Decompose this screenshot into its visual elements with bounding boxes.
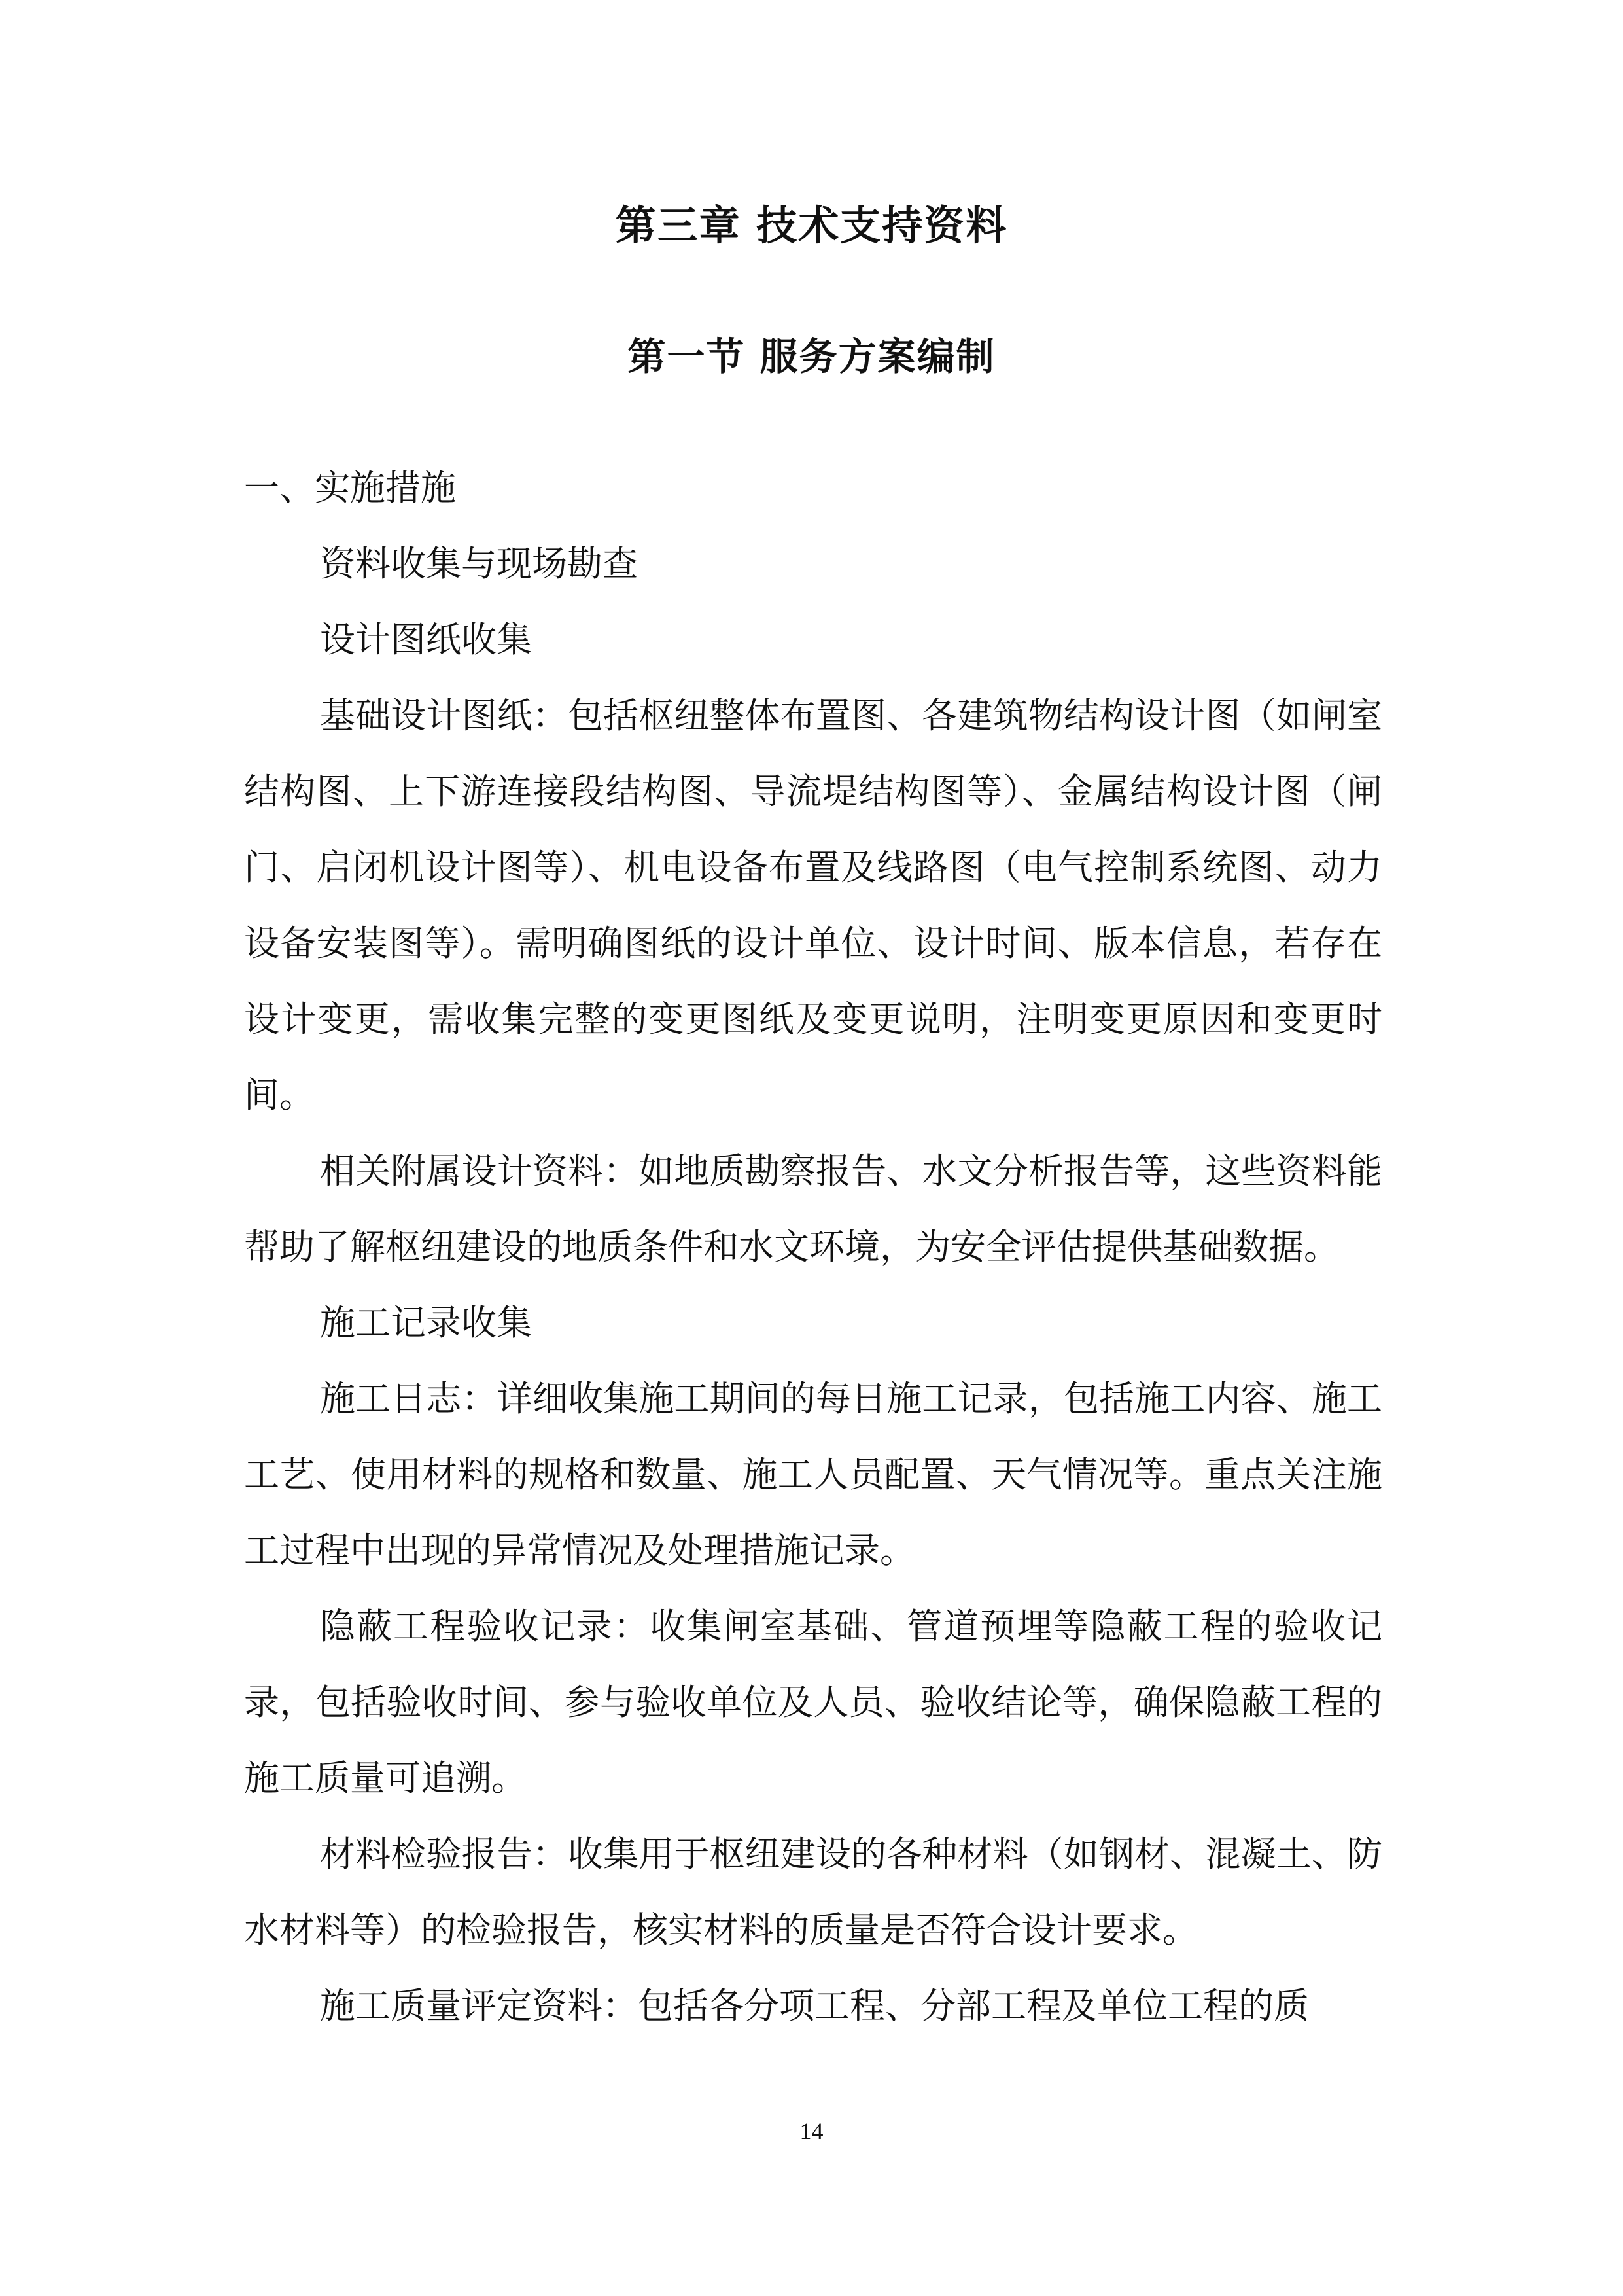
paragraph-design-drawing-collection: 设计图纸收集 <box>320 619 532 660</box>
paragraph-basic-design-drawings: 基础设计图纸：包括枢纽整体布置图、各建筑物结构设计图（如闸室结构图、上下游连接段结构图、导流堤结构图等）、金属结构设计图（闸门、启闭机设计图等）、机电设备布置及线路图（电气控制系统图、动力设备安装图等）。需明确图纸的设计单位、设计时间、版本信息，若存在设计变更，需收集完整的变更图纸及变更说明，注明变更原因和变更时间。 <box>244 695 1382 1116</box>
chapter-title: 第三章 技术支持资料 <box>615 202 1008 249</box>
section-title: 第一节 服务方案编制 <box>627 334 996 379</box>
paragraph-concealed-works-acceptance: 隐蔽工程验收记录：收集闸室基础、管道预埋等隐蔽工程的验收记录，包括验收时间、参与验收单位及人员、验收结论等，确保隐蔽工程的施工质量可追溯。 <box>244 1606 1382 1799</box>
paragraph-construction-record-collection: 施工记录收集 <box>320 1302 532 1343</box>
paragraph-attached-design-data: 相关附属设计资料：如地质勘察报告、水文分析报告等，这些资料能帮助了解枢纽建设的地质条件和水文环境，为安全评估提供基础数据。 <box>244 1150 1382 1267</box>
heading-implementation-measures: 一、实施措施 <box>244 467 456 508</box>
paragraph-material-inspection-report: 材料检验报告：收集用于枢纽建设的各种材料（如钢材、混凝土、防水材料等）的检验报告，核实材料的质量是否符合设计要求。 <box>244 1833 1382 1951</box>
paragraph-construction-log: 施工日志：详细收集施工期间的每日施工记录，包括施工内容、施工工艺、使用材料的规格和数量、施工人员配置、天气情况等。重点关注施工过程中出现的异常情况及处理措施记录。 <box>244 1378 1382 1571</box>
body-text <box>244 450 1382 2044</box>
page-number: 14 <box>799 2118 824 2144</box>
paragraph-quality-assessment: 施工质量评定资料：包括各分项工程、分部工程及单位工程的质 <box>320 1985 1309 2026</box>
paragraph-data-collection: 资料收集与现场勘查 <box>320 543 638 584</box>
